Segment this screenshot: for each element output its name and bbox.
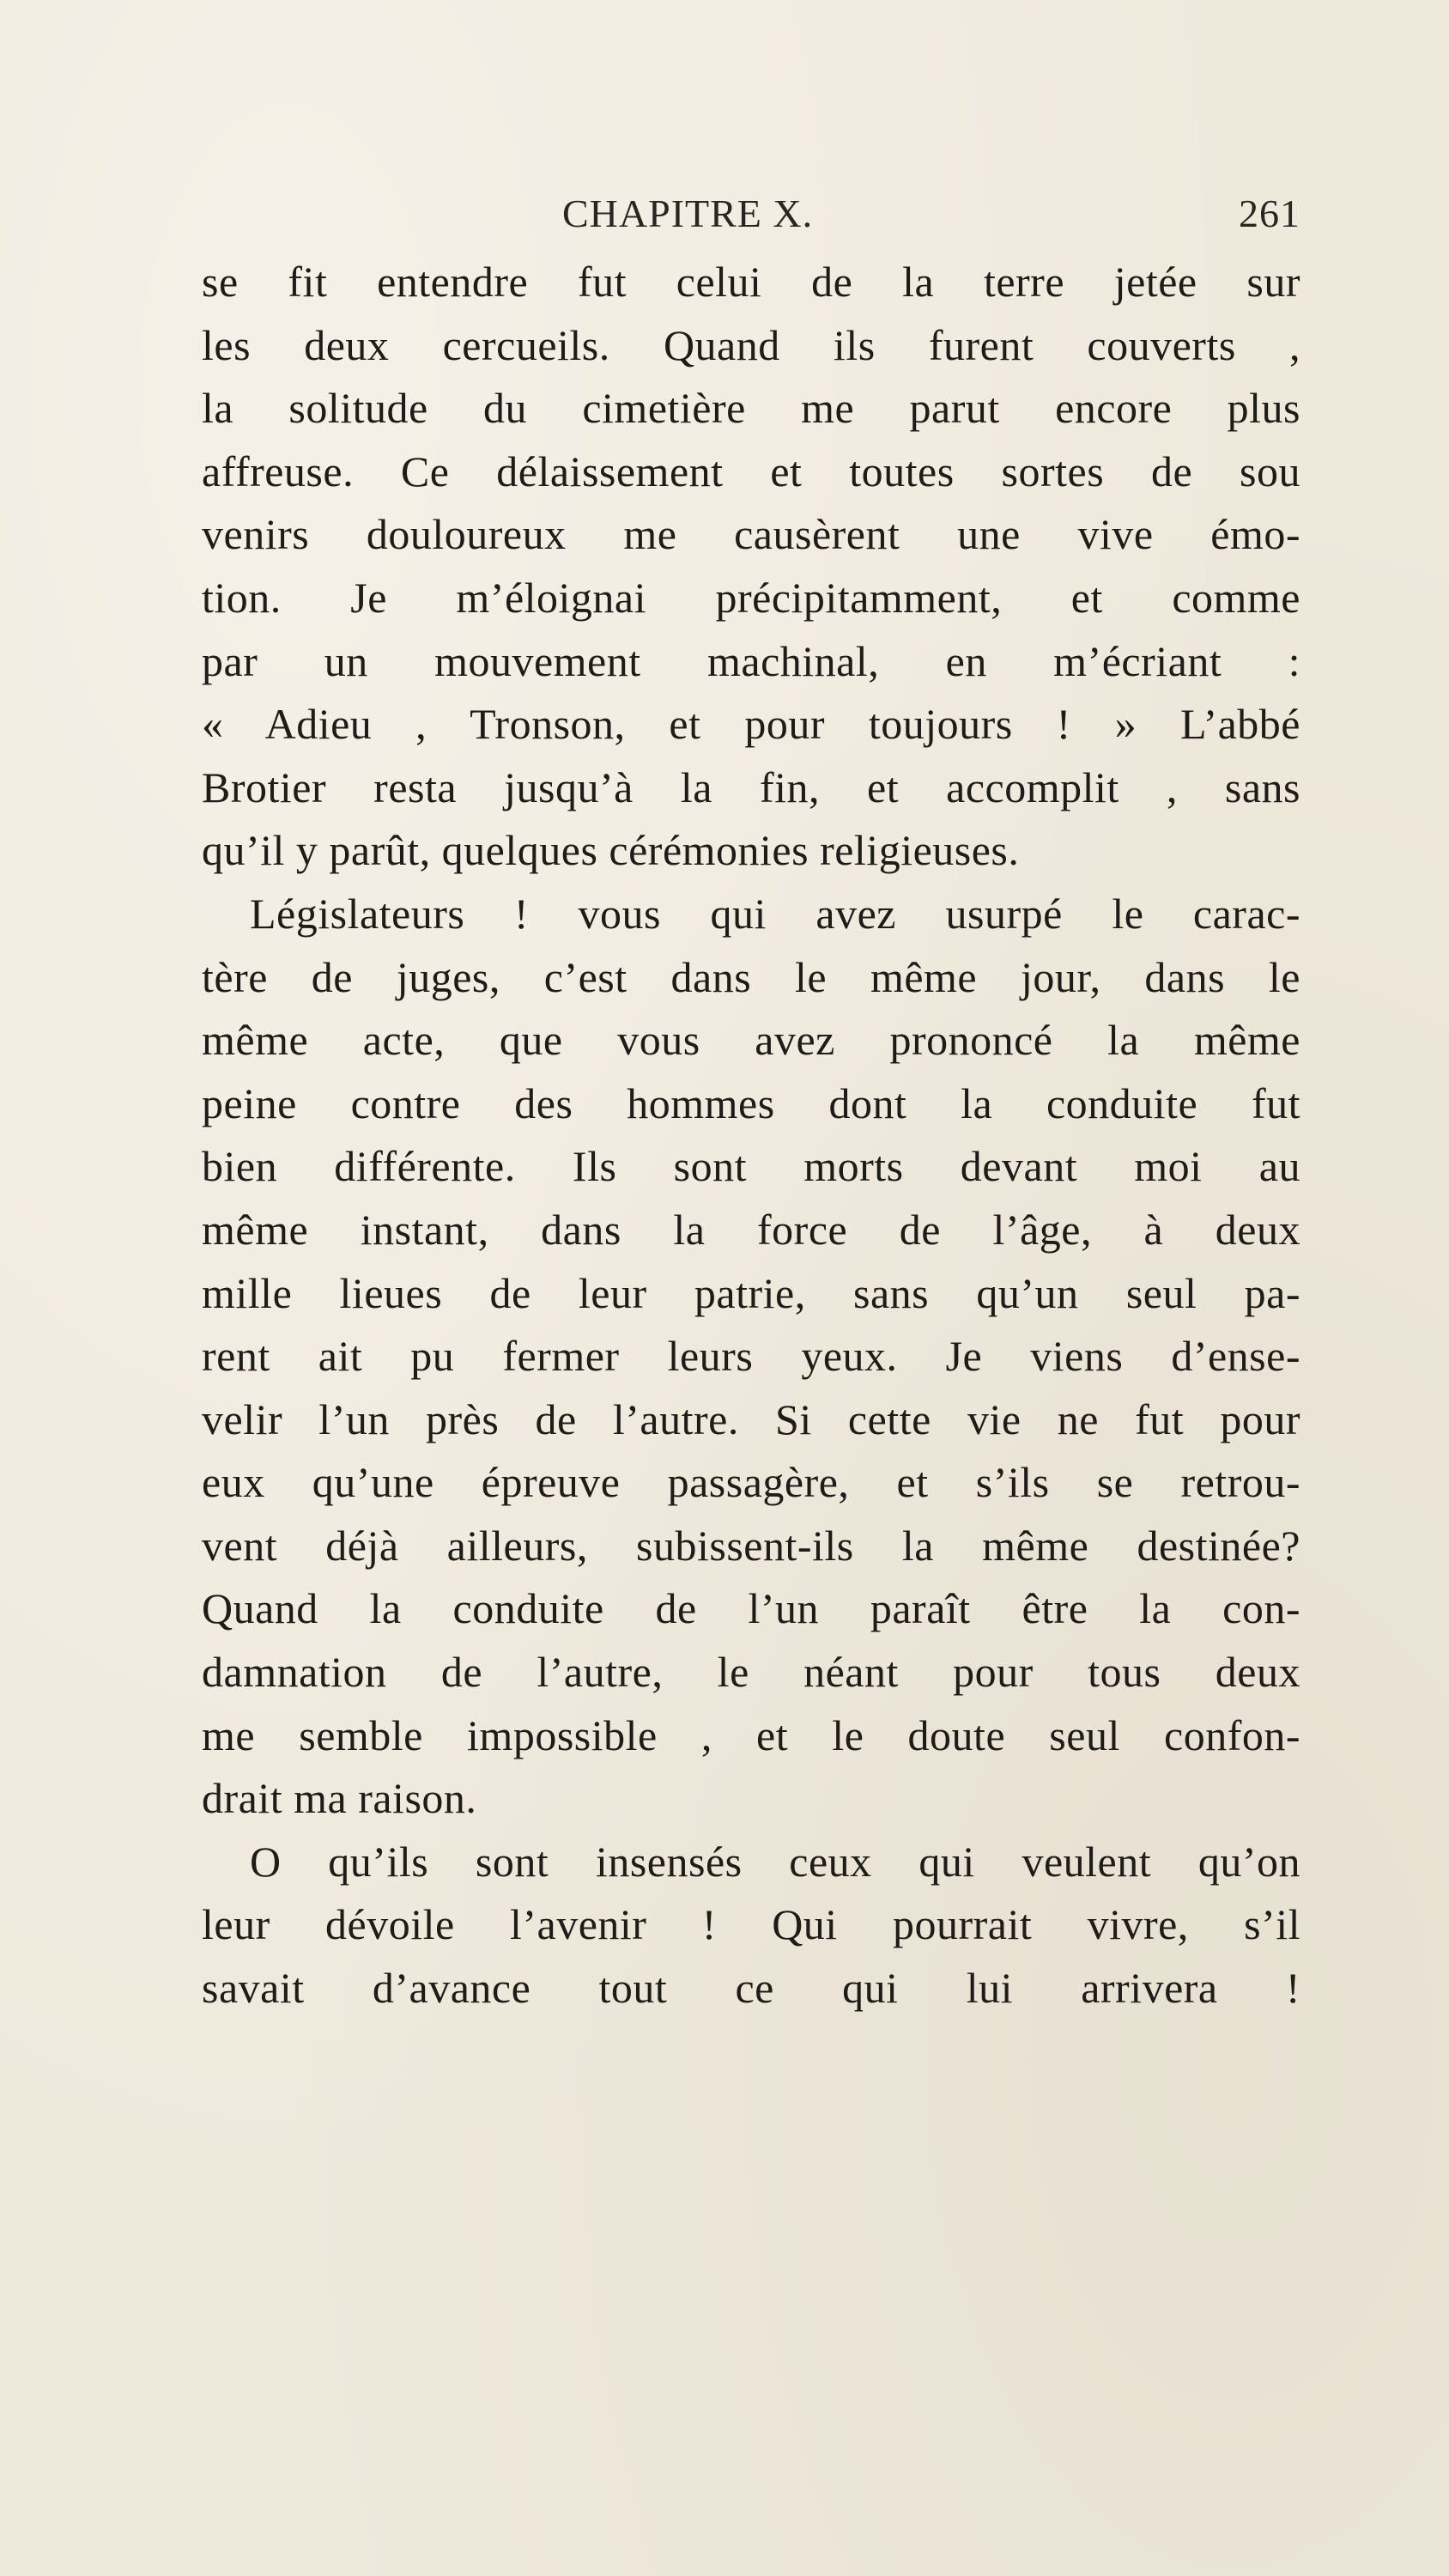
text-line: Quand la conduite de l’un paraît être la con- — [202, 1584, 1300, 1633]
text-line: mille lieues de leur patrie, sans qu’un seul pa- — [202, 1268, 1300, 1317]
text-line: bien différente. Ils sont morts devant moi au — [202, 1142, 1300, 1191]
text-line: peine contre des hommes dont la conduite fut — [202, 1078, 1300, 1127]
text-line: Brotier resta jusqu’à la fin, et accomplit , sans — [202, 762, 1300, 811]
text-line: drait ma raison. — [202, 1774, 477, 1823]
text-line: vent déjà ailleurs, subissent-ils la même destinée? — [202, 1521, 1300, 1570]
text-line: damnation de l’autre, le néant pour tous deux — [202, 1648, 1300, 1697]
text-line: tion. Je m’éloignai précipitamment, et comme — [202, 573, 1300, 622]
text-line: se fit entendre fut celui de la terre jetée sur — [202, 258, 1300, 306]
running-head — [202, 191, 1300, 242]
page-number: 261 — [1239, 191, 1300, 235]
text-line: me semble impossible , et le doute seul confon- — [202, 1710, 1300, 1759]
text-line: venirs douloureux me causèrent une vive émo- — [202, 510, 1300, 559]
text-line: affreuse. Ce délaissement et toutes sortes de sou — [202, 447, 1300, 495]
paragraph-first-line: O qu’ils sont insensés ceux qui veulent qu’on — [250, 1837, 1300, 1886]
text-line: eux qu’une épreuve passagère, et s’ils se retrou- — [202, 1458, 1300, 1507]
text-line: « Adieu , Tronson, et pour toujours ! » L’abbé — [202, 700, 1300, 749]
body-text — [202, 251, 1300, 2020]
text-line: savait d’avance tout ce qui lui arrivera ! — [202, 1964, 1300, 2013]
text-line: les deux cercueils. Quand ils furent couverts , — [202, 320, 1300, 369]
text-line: par un mouvement machinal, en m’écriant : — [202, 636, 1300, 685]
text-line: tère de juges, c’est dans le même jour, dans le — [202, 952, 1300, 1001]
text-line: même acte, que vous avez prononcé la même — [202, 1016, 1300, 1065]
text-line: rent ait pu fermer leurs yeux. Je viens d’ense- — [202, 1332, 1300, 1381]
text-line: la solitude du cimetière me parut encore plus — [202, 384, 1300, 433]
text-line: velir l’un près de l’autre. Si cette vie ne fut pour — [202, 1394, 1300, 1443]
text-line: leur dévoile l’avenir ! Qui pourrait vivre, s’il — [202, 1900, 1300, 1949]
paragraph-first-line: Législateurs ! vous qui avez usurpé le carac- — [250, 889, 1300, 938]
chapter-title: CHAPITRE X. — [562, 191, 814, 235]
text-line: qu’il y parût, quelques cérémonies religieuses. — [202, 826, 1020, 875]
text-line: même instant, dans la force de l’âge, à deux — [202, 1205, 1300, 1254]
